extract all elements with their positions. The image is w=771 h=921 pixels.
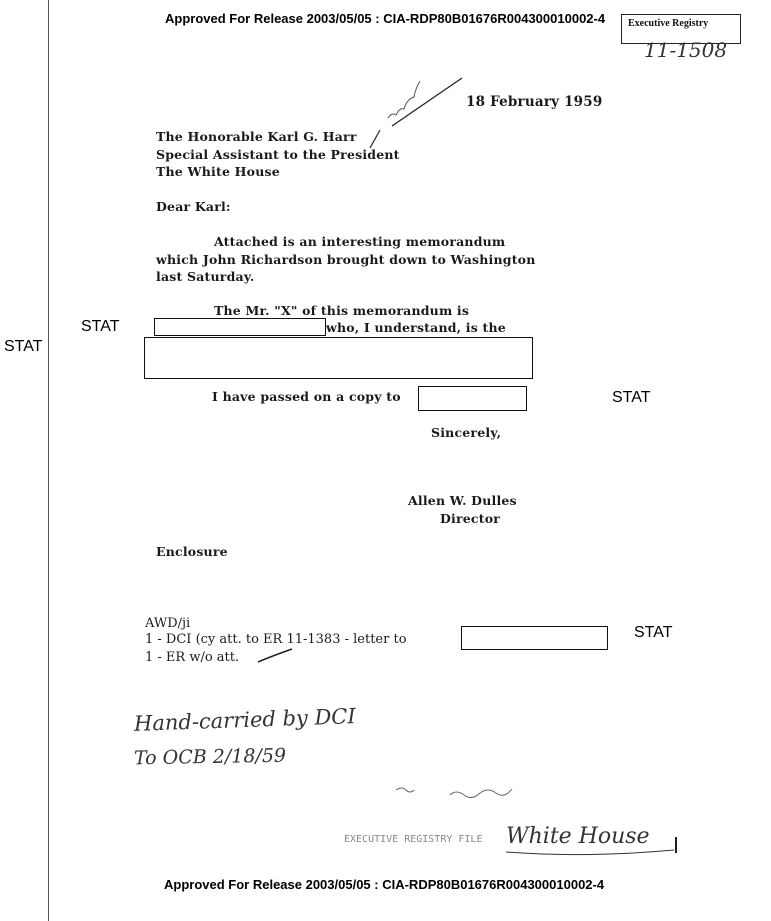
stat-marker-4: STAT bbox=[634, 624, 673, 641]
distribution-line-1: 1 - DCI (cy att. to ER 11-1383 - letter to bbox=[145, 632, 407, 647]
stat-marker-3: STAT bbox=[612, 389, 651, 406]
paragraph-2-line-2: who, I understand, is the bbox=[326, 320, 506, 335]
signature-title: Director bbox=[440, 511, 501, 526]
addressee-line-3: The White House bbox=[156, 164, 280, 179]
file-stamp-underline bbox=[506, 850, 674, 855]
registry-number: 11-1508 bbox=[644, 38, 728, 62]
stat-marker-2: STAT bbox=[4, 338, 43, 355]
date-pen-stroke bbox=[392, 78, 462, 126]
registry-label: Executive Registry bbox=[628, 18, 709, 29]
paragraph-2-line-1: The Mr. "X" of this memorandum is bbox=[214, 303, 470, 318]
release-footer: Approved For Release 2003/05/05 : CIA-RDP80B01676R004300010002-4 bbox=[164, 877, 605, 892]
addressee-line-1: The Honorable Karl G. Harr bbox=[156, 129, 357, 144]
enclosure-label: Enclosure bbox=[156, 544, 228, 559]
paragraph-1-line-2: which John Richardson brought down to Washington bbox=[156, 252, 536, 267]
release-header: Approved For Release 2003/05/05 : CIA-RDP80B01676R004300010002-4 bbox=[165, 11, 606, 26]
stat-marker-1: STAT bbox=[81, 318, 120, 335]
paragraph-1-line-1: Attached is an interesting memorandum bbox=[214, 234, 506, 249]
date-pen-squiggle bbox=[388, 81, 420, 118]
handwritten-note-1: Hand-carried by DCI bbox=[133, 704, 357, 736]
stamp-scrawl bbox=[396, 788, 512, 798]
paragraph-3: I have passed on a copy to bbox=[212, 389, 401, 404]
addressee-line-2: Special Assistant to the President bbox=[156, 147, 400, 162]
paragraph-1-line-3: last Saturday. bbox=[156, 269, 255, 284]
distribution-initials: AWD/ji bbox=[145, 616, 191, 631]
closing: Sincerely, bbox=[431, 425, 502, 440]
er-check-mark bbox=[258, 649, 292, 662]
handwritten-note-2: To OCB 2/18/59 bbox=[133, 744, 287, 770]
file-stamp-label: EXECUTIVE REGISTRY FILE bbox=[344, 834, 483, 845]
distribution-line-2: 1 - ER w/o att. bbox=[145, 650, 240, 665]
salutation: Dear Karl: bbox=[156, 199, 231, 214]
harr-check-mark bbox=[370, 130, 380, 148]
letter-date: 18 February 1959 bbox=[466, 94, 603, 110]
file-stamp-handwriting: White House bbox=[506, 824, 650, 849]
signature-name: Allen W. Dulles bbox=[408, 493, 517, 508]
